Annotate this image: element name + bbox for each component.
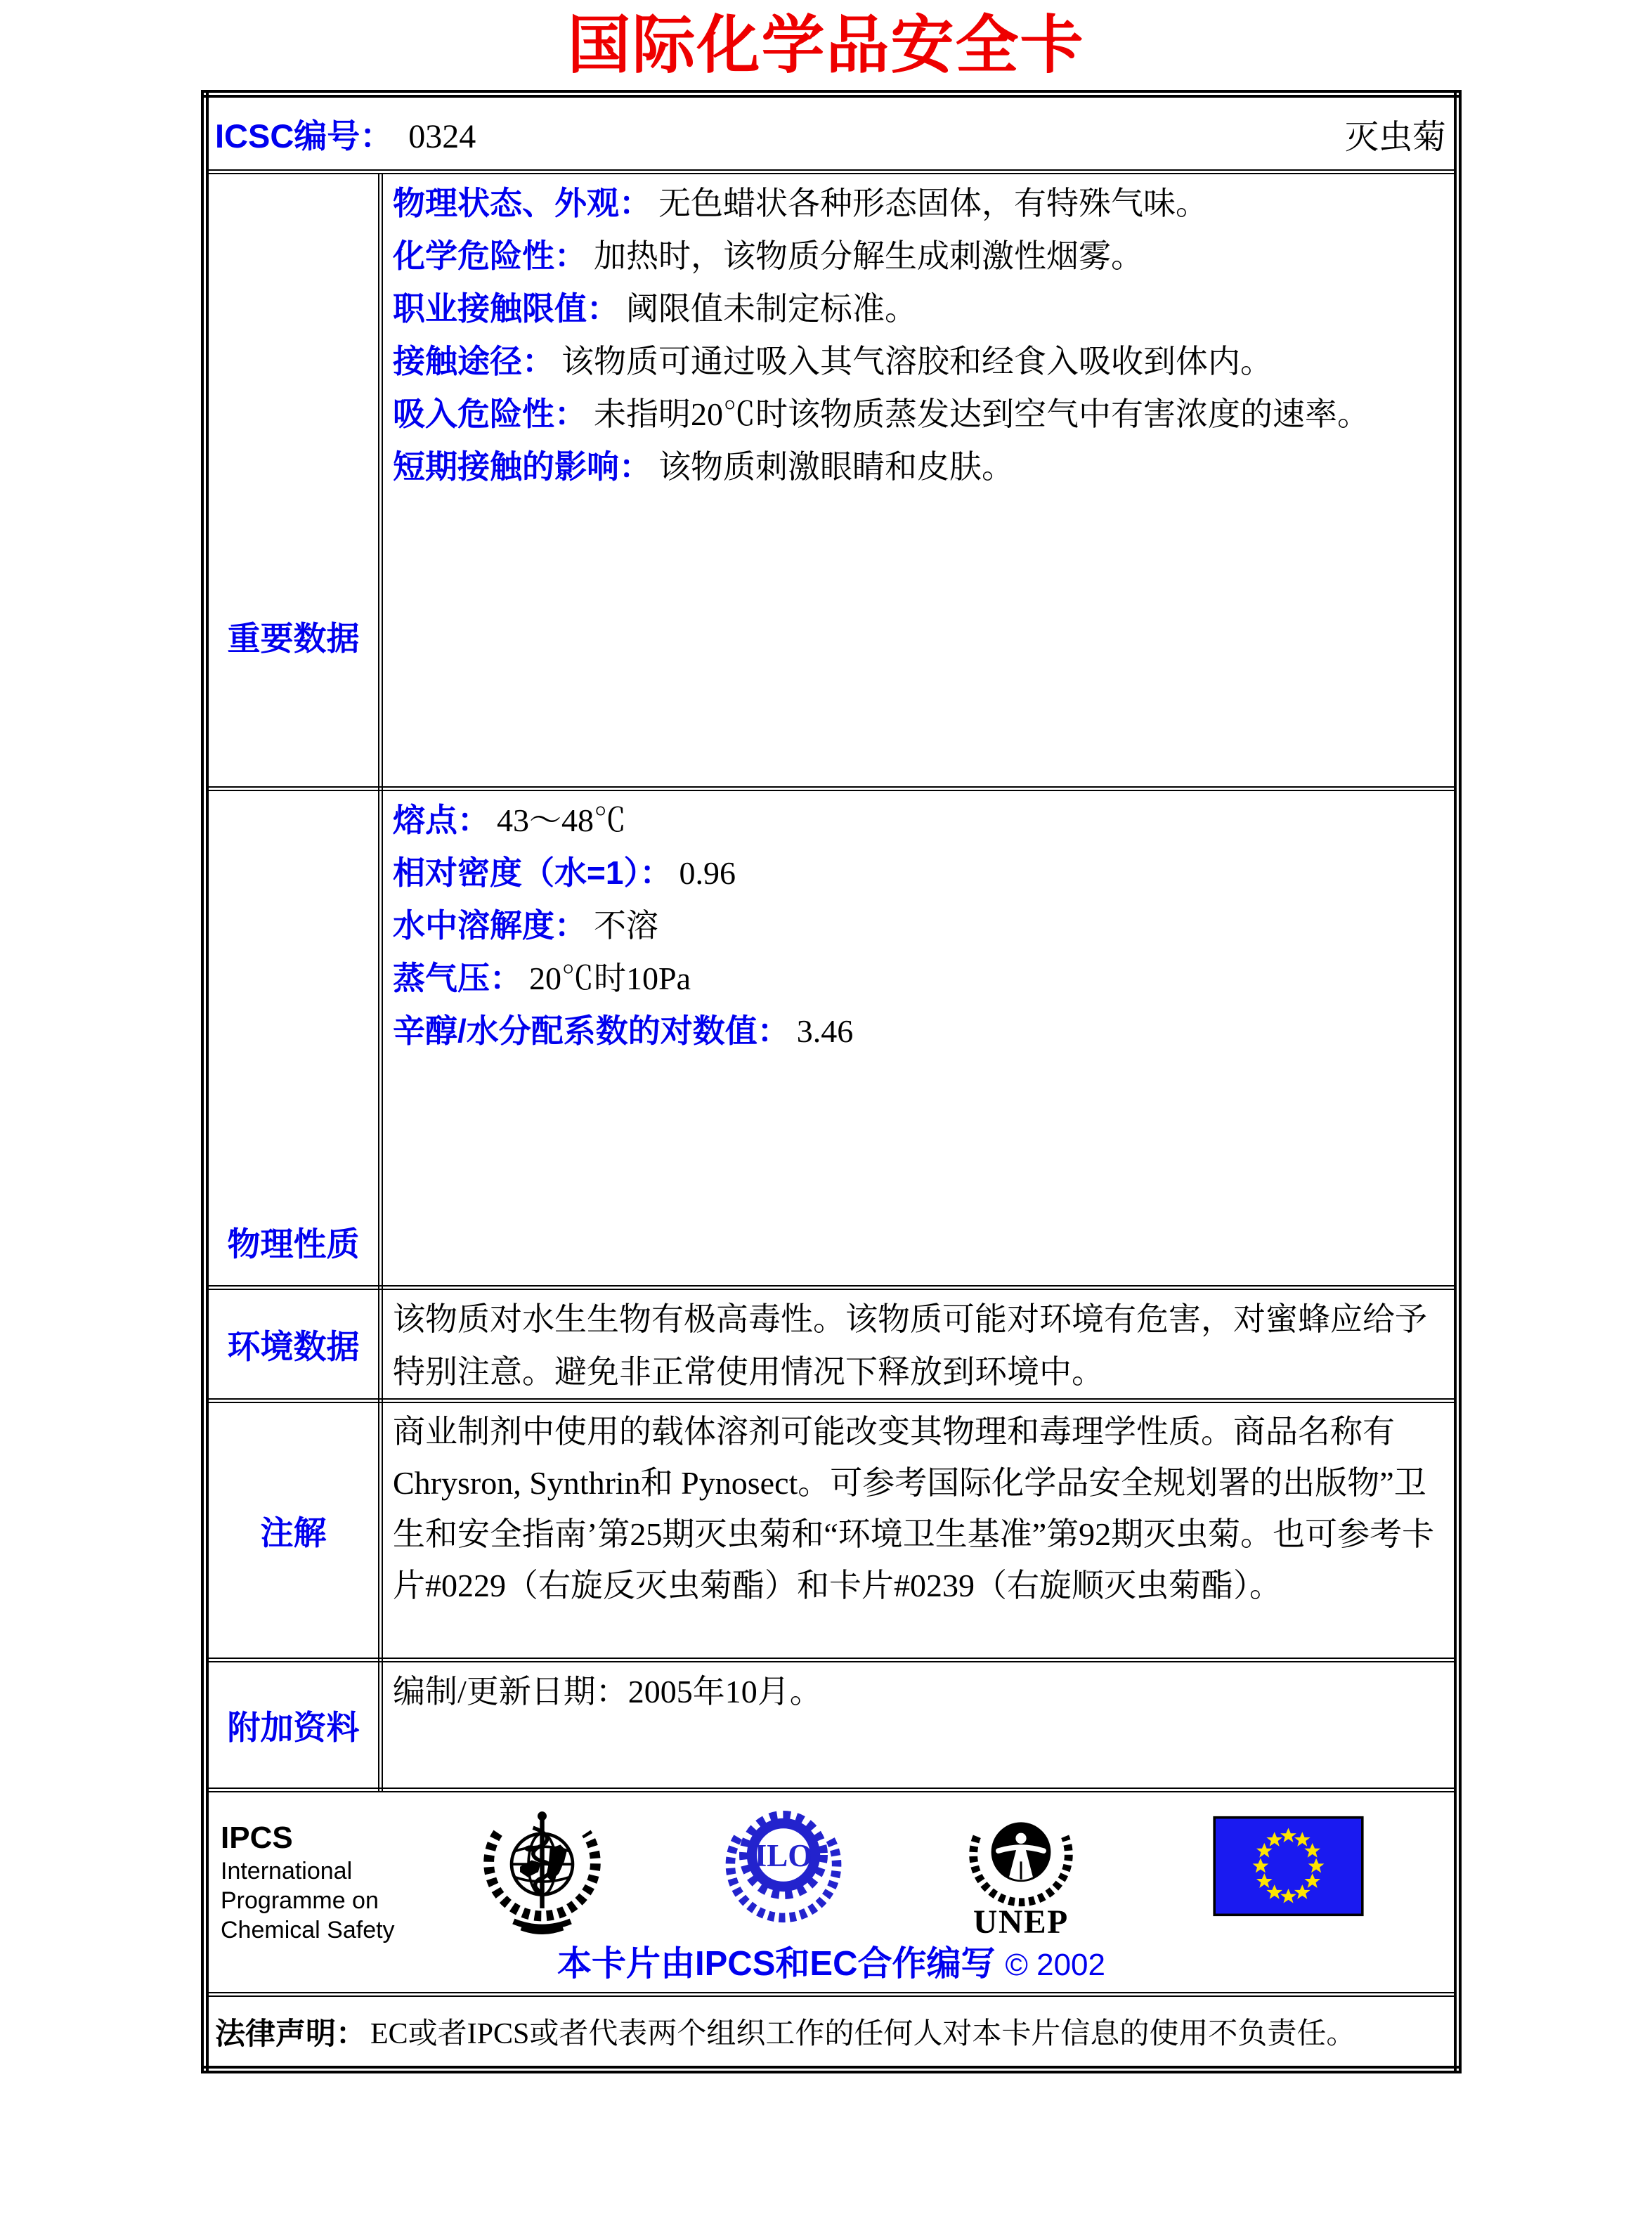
field-key: 蒸气压：	[393, 960, 522, 996]
field-water-solubility	[393, 899, 1443, 952]
page-title: 国际化学品安全卡	[567, 11, 1085, 81]
field-value: 阈限值未制定标准。	[626, 291, 917, 327]
icsc-number-label: ICSC编号：	[215, 117, 394, 155]
section-label-notes: 注解	[205, 1401, 381, 1660]
ipcs-acronym: IPCS	[221, 1821, 293, 1855]
field-relative-density	[393, 847, 1443, 899]
field-key: 熔点：	[393, 802, 490, 838]
footer-copyright: © 2002	[1005, 1948, 1105, 1982]
footer-logos	[209, 1793, 1453, 1945]
field-value: 该物质可通过吸入其气溶胶和经食入吸收到体内。	[561, 344, 1273, 379]
section-label-additional-information: 附加资料	[205, 1660, 381, 1790]
field-physical-state-appearance	[393, 177, 1443, 230]
field-value: 43～48℃	[497, 802, 626, 838]
field-value: 加热时，该物质分解生成刺激性烟雾。	[594, 238, 1143, 274]
footer-logos-wrap	[209, 1793, 1453, 1991]
card-header	[209, 110, 1453, 158]
field-melting-point	[393, 794, 1443, 847]
important-data-content	[381, 172, 1458, 789]
unep-emblem-icon	[961, 1804, 1081, 1945]
legal-notice-label: 法律声明：	[215, 2017, 366, 2051]
field-key: 辛醇/水分配系数的对数值：	[393, 1012, 790, 1049]
field-value: 不溶	[594, 908, 658, 944]
ipcs-name-line: Chemical Safety	[221, 1917, 395, 1943]
section-row-notes	[205, 1401, 1458, 1660]
icsc-number-value: 0324	[408, 117, 476, 155]
card-header-row	[205, 94, 1458, 172]
field-key: 水中溶解度：	[393, 907, 587, 944]
section-label-physical-properties: 物理性质	[205, 789, 381, 1288]
footer-caption-text: 本卡片由IPCS和EC合作编写	[557, 1945, 996, 1983]
additional-information-content	[381, 1660, 1458, 1790]
field-key: 化学危险性：	[393, 237, 587, 274]
field-key: 物理状态、外观：	[393, 185, 651, 221]
field-exposure-routes	[393, 335, 1443, 388]
physical-properties-content	[381, 789, 1458, 1288]
ilo-emblem-icon	[717, 1804, 850, 1931]
field-key: 短期接触的影响：	[393, 448, 651, 485]
field-occupational-exposure-limit	[393, 282, 1443, 335]
field-octanol-water-partition	[393, 1005, 1443, 1057]
ipcs-name-line: International	[221, 1858, 353, 1884]
unep-letters: UNEP	[973, 1904, 1069, 1941]
environmental-data-text: 该物质对水生生物有极高毒性。该物质可能对环境有危害，对蜜蜂应给予特别注意。避免非正常使用情况下释放到环境中。	[393, 1301, 1427, 1390]
field-key: 吸入危险性：	[393, 396, 587, 432]
field-key: 相对密度（水=1）：	[393, 854, 672, 891]
icsc-number-group	[215, 110, 476, 157]
additional-information-text: 编制/更新日期：2005年10月。	[393, 1674, 822, 1710]
field-chemical-hazard	[393, 230, 1443, 282]
field-key: 职业接触限值：	[393, 290, 619, 327]
icsc-card-page	[0, 10, 1652, 2073]
field-inhalation-risk	[393, 388, 1443, 441]
icsc-card-table	[201, 90, 1462, 2073]
field-value: 无色蜡状各种形态固体，有特殊气味。	[658, 185, 1208, 221]
field-value: 未指明20℃时该物质蒸发达到空气中有害浓度的速率。	[594, 396, 1370, 432]
who-emblem-icon	[474, 1804, 611, 1934]
field-short-term-effects	[393, 441, 1443, 493]
section-row-environmental-data	[205, 1288, 1458, 1401]
field-key: 接触途径：	[393, 343, 554, 379]
section-row-important-data	[205, 172, 1458, 789]
section-label-environmental-data: 环境数据	[205, 1288, 381, 1401]
field-vapor-pressure	[393, 952, 1443, 1005]
footer-logos-row	[205, 1790, 1458, 1995]
legal-notice	[209, 1998, 1453, 2065]
section-row-additional-information	[205, 1660, 1458, 1790]
notes-text: 商业制剂中使用的载体溶剂可能改变其物理和毒理学性质。商品名称有 Chrysron, Synthrin和 Pynosect。可参考国际化学品安全规划署的出版物”卫生和安全指南’第25期灭虫菊和“环境卫生基准”第92期灭虫菊。也可参考卡片#0229（右旋反灭虫菊酯）和卡片#0239（右旋顺灭虫菊酯）。	[393, 1414, 1435, 1603]
field-value: 该物质刺激眼睛和皮肤。	[658, 449, 1014, 485]
section-row-physical-properties	[205, 789, 1458, 1288]
environmental-data-content	[381, 1288, 1458, 1401]
field-value: 0.96	[679, 855, 736, 891]
legal-notice-row	[205, 1995, 1458, 2070]
field-value: 3.46	[796, 1013, 854, 1049]
chemical-name: 灭虫菊	[1344, 118, 1446, 156]
ipcs-name-line: Programme on	[221, 1887, 379, 1914]
field-value: 20℃时10Pa	[529, 961, 691, 996]
eu-flag-icon	[1212, 1816, 1365, 1917]
legal-notice-text: EC或者IPCS或者代表两个组织工作的任何人对本卡片信息的使用不负责任。	[370, 2018, 1356, 2050]
section-label-important-data: 重要数据	[205, 172, 381, 789]
ipcs-logo-text	[221, 1820, 396, 1945]
ilo-letters: ILO	[754, 1838, 813, 1874]
notes-content	[381, 1401, 1458, 1660]
footer-caption	[209, 1936, 1453, 1986]
